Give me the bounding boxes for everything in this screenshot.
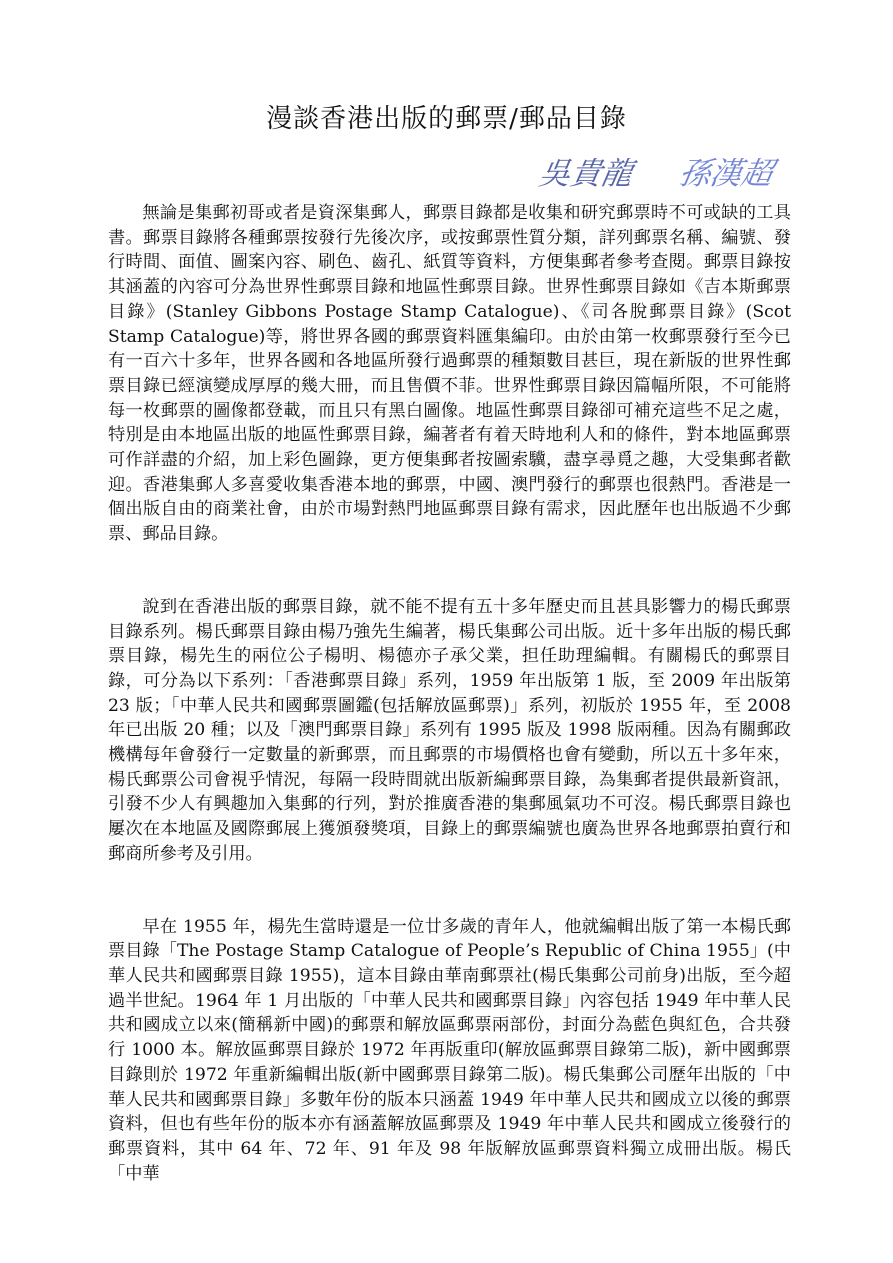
article-body (108, 201, 791, 1186)
paragraph-1: 無論是集郵初哥或者是資深集郵人，郵票目錄都是收集和研究郵票時不可或缺的工具書。郵票目錄將各種郵票按發行先後次序，或按郵票性質分類，詳列郵票名稱、編號、發行時間、面值、圖案內容、刷色、齒孔、紙質等資料，方便集郵者參考查閱。郵票目錄按其涵蓋的內容可分為世界性郵票目錄和地區性郵票目錄。世界性郵票目錄如《吉本斯郵票目錄》(Stanley Gibbons Postage Stamp Catalogue)、《司各脫郵票目錄》(Scot Stamp Catalogue)等，將世界各國的郵票資料匯集編印。由於由第一枚郵票發行至今已有一百六十多年，世界各國和各地區所發行過郵票的種類數目甚巨，現在新版的世界性郵票目錄已經演變成厚厚的幾大冊，而且售價不菲。世界性郵票目錄因篇幅所限，不可能將每一枚郵票的圖像都登載，而且只有黑白圖像。地區性郵票目錄卻可補充這些不足之處，特別是由本地區出版的地區性郵票目錄，編著者有着天時地利人和的條件，對本地區郵票可作詳盡的介紹，加上彩色圖錄，更方便集郵者按圖索驥，盡享尋覓之趣，大受集郵者歡迎。香港集郵人多喜愛收集香港本地的郵票，中國、澳門發行的郵票也很熱門。香港是一個出版自由的商業社會，由於市場對熱門地區郵票目錄有需求，因此歷年也出版過不少郵票、郵品目錄。 (108, 203, 791, 545)
paragraph-3: 早在 1955 年，楊先生當時還是一位廿多歲的青年人，他就編輯出版了第一本楊氏郵票目錄「The Postage Stamp Catalogue of People’s Republic of China 1955」(中華人民共和國郵票目錄 1955)，這本目錄由華南郵票社(楊氏集郵公司前身)出版，至今超過半世紀。1964 年 1 月出版的「中華人民共和國郵票目錄」內容包括 1949 年中華人民共和國成立以來(簡稱新中國)的郵票和解放區郵票兩部份，封面分為藍色與紅色，合共發行 1000 本。解放區郵票目錄於 1972 年再版重印(解放區郵票目錄第二版)，新中國郵票目錄則於 1972 年重新編輯出版(新中國郵票目錄第二版)。楊氏集郵公司歷年出版的「中華人民共和國郵票目錄」多數年份的版本只涵蓋 1949 年中華人民共和國成立以後的郵票資料，但也有些年份的版本亦有涵蓋解放區郵票及 1949 年中華人民共和國成立後發行的郵票資料，其中 64 年、72 年、91 年及 98 年版解放區郵票資料獨立成冊出版。楊氏「中華 (108, 916, 791, 1184)
paragraph-2: 說到在香港出版的郵票目錄，就不能不提有五十多年歷史而且甚具影響力的楊氏郵票目錄系列。楊氏郵票目錄由楊乃強先生編著，楊氏集郵公司出版。近十多年出版的楊氏郵票目錄，楊先生的兩位公子楊明、楊德亦子承父業，担任助理編輯。有關楊氏的郵票目錄，可分為以下系列：「香港郵票目錄」系列，1959 年出版第 1 版，至 2009 年出版第 23 版；「中華人民共和國郵票圖鑑(包括解放區郵票)」系列，初版於 1955 年，至 2008 年已出版 20 種；以及「澳門郵票目錄」系列有 1995 版及 1998 版兩種。因為有關郵政機構每年會發行一定數量的新郵票，而且郵票的市場價格也會有變動，所以五十多年來，楊氏郵票公司會視乎情況，每隔一段時間就出版新編郵票目錄，為集郵者提供最新資訊，引發不少人有興趣加入集郵的行列，對於推廣香港的集郵風氣功不可沒。楊氏郵票目錄也屢次在本地區及國際郵展上獲頒發獎項，目錄上的郵票編號也廣為世界各地郵票拍賣行和郵商所參考及引用。 (108, 596, 791, 864)
author-signature-2: 孫漢超 (676, 156, 776, 192)
author-signatures (536, 148, 790, 196)
author-signature-1: 吳貴龍 (536, 156, 636, 192)
page-title: 漫談香港出版的郵票/郵品目錄 (266, 104, 627, 134)
